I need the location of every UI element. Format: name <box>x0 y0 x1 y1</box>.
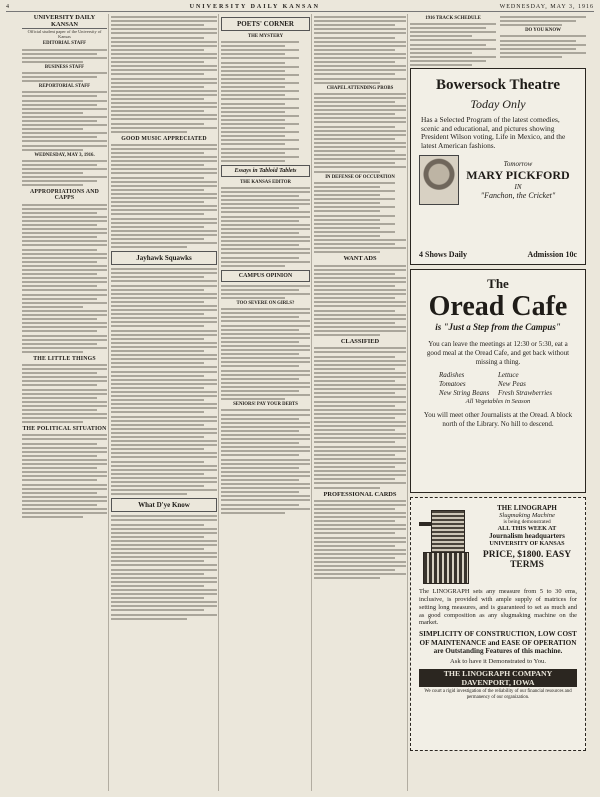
film-title: "Fanchon, the Cricket" <box>480 190 556 200</box>
text-block <box>111 144 217 248</box>
text-block <box>221 285 310 299</box>
admission-price: Admission 10c <box>527 250 577 260</box>
kansas-editor-heading: THE KANSAS EDITOR <box>240 179 291 185</box>
column-features <box>221 14 310 791</box>
column-rule <box>311 14 312 791</box>
linograph-tagline: Slugmaking Machine <box>499 512 555 520</box>
text-block <box>221 41 310 162</box>
linograph-week: ALL THIS WEEK AT <box>497 525 557 533</box>
text-block <box>22 49 107 63</box>
column-editorial <box>22 14 107 791</box>
theatre-name: Bowersock Theatre <box>435 77 560 94</box>
text-block <box>314 347 406 488</box>
professional-cards-heading: PROFESSIONAL CARDS <box>323 490 397 498</box>
text-block <box>22 160 107 187</box>
cafe-tagline: is "Just a Step from the Campus" <box>435 322 561 333</box>
linograph-univ: UNIVERSITY OF KANSAS <box>489 540 565 548</box>
linograph-demo: is being demonstrated <box>503 519 551 526</box>
editorial-heading: THE POLITICAL SITUATION <box>22 426 107 433</box>
text-block <box>314 16 406 84</box>
essays-title: Essays in Tabloid Tablets <box>221 165 310 177</box>
text-block <box>500 16 586 26</box>
linograph-description: The LINOGRAPH sets any measure from 5 to 30 ems, inclusive, is provided with ample supply of matrices for setting long measures, and is guaranteed to set as much and as good composition as any slugmaking machine on the market. <box>419 588 577 627</box>
cafe-name: Oread Cafe <box>428 291 568 323</box>
masthead-sub: Official student paper of the University of Kansas <box>27 29 102 40</box>
masthead: UNIVERSITY DAILY KANSAN <box>22 14 107 29</box>
cafe-season: All Vegetables in Season <box>465 398 531 406</box>
column-advertisements <box>410 14 586 791</box>
text-block <box>314 93 406 173</box>
linograph-price: PRICE, $1800. EASY TERMS <box>482 550 572 571</box>
menu-item: Radishes <box>439 371 465 380</box>
text-block <box>22 91 107 150</box>
text-block <box>22 204 107 353</box>
issue-date: WEDNESDAY, MAY 3, 1916 <box>499 3 594 10</box>
staff-heading: BUSINESS STAFF <box>44 64 85 70</box>
text-block <box>22 364 107 423</box>
shows-daily: 4 Shows Daily <box>419 250 468 260</box>
cafe-menu <box>411 367 585 398</box>
linograph-features: SIMPLICITY OF CONSTRUCTION, LOW COST OF MAINTENANCE and EASE OF OPERATION are Outstanding Features of this machine. <box>419 630 577 655</box>
column-rule <box>407 14 408 791</box>
menu-item: Lettuce <box>498 371 519 380</box>
classified-heading: CLASSIFIED <box>340 338 380 346</box>
editorial-heading: THE LITTLE THINGS <box>33 355 96 362</box>
jayhawk-squawks-title: Jayhawk Squawks <box>111 251 217 265</box>
article-heading: SENIORS! PAY YOUR DEBTS <box>233 402 298 408</box>
text-block <box>314 182 406 254</box>
text-block <box>314 265 406 337</box>
actress-portrait <box>419 155 459 205</box>
text-block <box>22 72 107 82</box>
column-editorial-2 <box>111 14 217 791</box>
column-rule <box>218 14 219 791</box>
text-block <box>314 500 406 580</box>
bowersock-theatre-ad <box>410 68 586 265</box>
editorial-heading: GOOD MUSIC APPRECIATED <box>121 135 207 142</box>
text-block <box>221 409 310 513</box>
column-letters-ads <box>314 14 406 791</box>
top-notices <box>410 14 586 68</box>
text-block <box>221 187 310 267</box>
campus-opinion-title: CAMPUS OPINION <box>221 270 310 282</box>
ad-footer <box>419 250 577 259</box>
staff-heading: REPORTORIAL STAFF <box>38 84 91 90</box>
menu-item: Fresh Strawberries <box>498 389 552 398</box>
linograph-ask: Ask to have it Demonstrated to You. <box>450 658 546 666</box>
running-head <box>6 2 594 12</box>
star-name: MARY PICKFORD <box>466 167 570 182</box>
oread-cafe-ad <box>410 269 586 493</box>
staff-heading: EDITORIAL STAFF <box>42 41 87 47</box>
menu-item: New String Beans <box>439 389 490 398</box>
linograph-hq: Journalism headquarters <box>489 532 565 541</box>
article-heading: CHAPEL ATTENDING PROBS <box>326 85 394 91</box>
menu-item: Tomatoes <box>439 380 466 389</box>
editorial-heading: APPROPRIATIONS AND CAPPS <box>29 189 100 202</box>
text-block <box>111 16 217 133</box>
text-block <box>22 434 107 518</box>
today-only: Today Only <box>470 97 526 112</box>
tomorrow-label: Tomorrow <box>503 159 533 168</box>
poem-title: THE MYSTERY <box>247 34 284 39</box>
cafe-text: You can leave the meetings at 12:30 or 5:30, eat a good meal at the Oread Cafe, and get back without missing a thing. <box>426 340 570 367</box>
linograph-machine-illustration <box>417 504 475 584</box>
dateline: WEDNESDAY, MAY 3, 1916. <box>34 152 95 158</box>
want-ads-heading: WANT ADS <box>343 255 377 263</box>
text-block <box>410 23 496 66</box>
do-you-know-heading: DO YOU KNOW <box>525 28 561 34</box>
text-block <box>111 515 217 619</box>
cafe-the: The <box>487 276 509 292</box>
track-schedule-heading: 1916 TRACK SCHEDULE <box>425 16 481 21</box>
page-number: 4 <box>6 3 10 10</box>
linograph-fine-print: We court a rigid investigation of the reliability of our financial resources and permanency of our organization. <box>424 689 572 700</box>
menu-item: New Peas <box>498 380 526 389</box>
feature-row <box>411 155 585 205</box>
in-label: IN <box>514 182 522 191</box>
linograph-name: LINOGRAPH <box>513 504 557 513</box>
linograph-company: THE LINOGRAPH COMPANY DAVENPORT, IOWA <box>419 669 577 687</box>
article-heading: IN DEFENSE OF OCCUPATION <box>325 174 395 180</box>
linograph-the: THE <box>497 504 512 513</box>
article-heading: TOO SEVERE ON GIRLS? <box>236 301 295 307</box>
text-block <box>500 35 586 57</box>
linograph-ad <box>410 497 586 751</box>
column-rule <box>108 14 109 791</box>
paper-name: UNIVERSITY DAILY KANSAN <box>189 3 320 10</box>
program-description: Has a Selected Program of the latest comedies, scenic and educational, and pictures showing President Wilson voting, Life in Mexico, and the latest American fashions. <box>421 115 566 150</box>
text-block <box>221 308 310 400</box>
text-block <box>111 268 217 495</box>
cafe-text-2: You will meet other Journalists at the Oread. A block north of the Library. No hill to descend. <box>423 411 573 429</box>
what-dye-know-title: What D'ye Know <box>111 498 217 512</box>
poets-corner-title: POETS' CORNER <box>221 17 310 31</box>
